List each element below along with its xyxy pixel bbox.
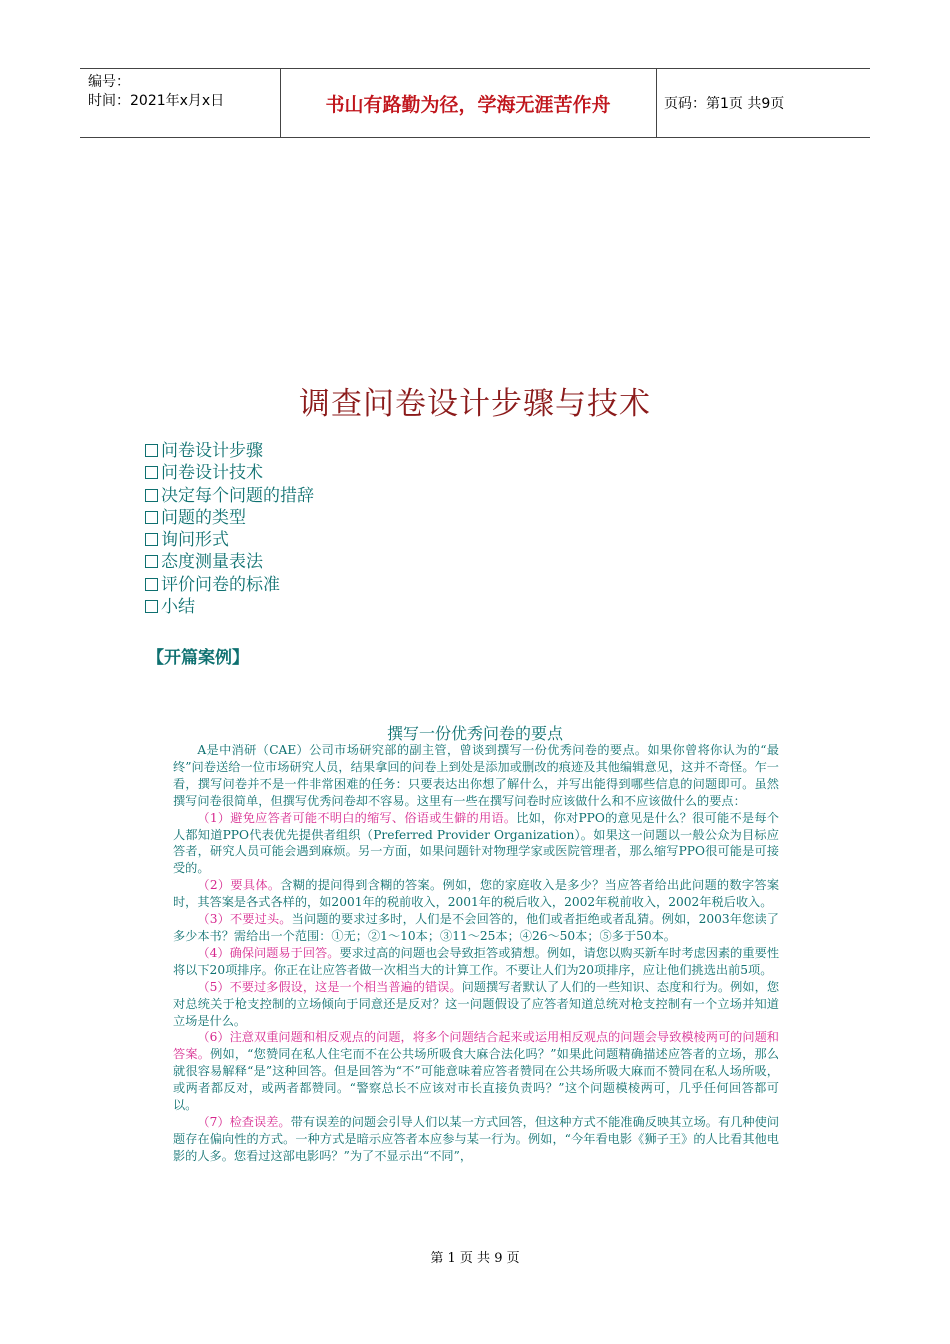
article-point xyxy=(173,911,779,945)
article-intro: A是中消研（CAE）公司市场研究部的副主管，曾谈到撰写一份优秀问卷的要点。如果你曾将你认为的“最终”问卷送给一位市场研究人员，结果拿回的问卷上到处是添加或删改的痕迹及其他编辑意见，这并不奇怪。乍一看，撰写问卷并不是一件非常困难的任务：只要表达出你想了解什么，并写出能得到哪些信息的问题即可。虽然撰写问卷很简单，但撰写优秀问卷却不容易。这里有一些在撰写问卷时应该做什么和不应该做什么的要点： xyxy=(173,743,779,808)
checkbox-icon xyxy=(145,489,158,502)
checkbox-icon xyxy=(145,444,158,457)
toc-item xyxy=(145,596,314,618)
point-head-text: 避免应答者可能不明白的缩写、俗语或生僻的用语。 xyxy=(230,810,517,825)
header-info xyxy=(88,73,224,111)
toc-item-label: 问卷设计步骤 xyxy=(161,441,263,461)
toc-item-label: 态度测量表法 xyxy=(161,552,263,573)
point-heading xyxy=(197,946,339,960)
toc-item-label: 询问形式 xyxy=(161,530,229,551)
point-text: 含糊的提问得到含糊的答案。例如，您的家庭收入是多少？当应答者给出此问题的数字答案时，其答案是各式各样的，如2001年的税前收入，2001年的税后收入，2002年税前收入，2002年税后收入。 xyxy=(173,878,780,910)
number-label: 编号： xyxy=(88,74,130,90)
header-divider xyxy=(656,69,657,137)
checkbox-icon xyxy=(145,466,158,479)
checkbox-icon xyxy=(145,578,158,591)
point-text: 当问题的要求过多时，人们是不会回答的，他们或者拒绝或者乱猜。例如，2003年您读了多少本书？需给出一个范围：①无；②1～10本；③11～25本；④26～50本；⑤多于50本。 xyxy=(173,912,779,943)
point-head-text: 确保问题易于回答。 xyxy=(229,945,340,960)
article-body xyxy=(173,742,779,1165)
point-head-text: 不要过多假设，这是一个相当普遍的错误。 xyxy=(229,979,462,994)
point-number: （7） xyxy=(197,1114,230,1129)
time-label: 时间：2021年x月x日 xyxy=(88,93,225,109)
article-point xyxy=(173,810,779,878)
header-divider xyxy=(280,69,281,137)
article-point xyxy=(173,979,779,1030)
point-heading xyxy=(197,912,291,926)
point-head-text: 检查误差。 xyxy=(229,1114,291,1129)
point-head-text: 要具体。 xyxy=(230,878,281,893)
point-text: 比如，你对PPO的意见是什么？很可能不是每个人都知道PPO代表优先提供者组织（Preferred Provider Organization）。如果这一问题以一般公众为目标应答者，研究人员可能会遇到麻烦。另一方面，如果问题针对物理学家或医院管理者，那么缩写PPO很可能是可接受的。 xyxy=(173,810,779,876)
point-text: 问题撰写者默认了人们的一些知识、态度和行为。例如，您对总统关于枪支控制的立场倾向于同意还是反对？这一问题假设了应答者知道总统对枪支控制有一个立场并知道立场是什么。 xyxy=(173,979,780,1028)
point-heading xyxy=(197,1115,290,1129)
toc-item xyxy=(145,485,314,507)
toc-item-label: 决定每个问题的措辞 xyxy=(161,485,314,506)
header-page-code: 页码：第1页 共9页 xyxy=(664,96,785,112)
toc-item xyxy=(145,462,314,484)
point-number: （1） xyxy=(197,810,231,825)
page-footer: 第 1 页 共 9 页 xyxy=(430,1251,520,1266)
document-header xyxy=(80,68,870,138)
point-number: （4） xyxy=(197,945,230,960)
header-motto: 书山有路勤为径，学海无涯苦作舟 xyxy=(325,93,611,116)
checkbox-icon xyxy=(145,555,158,568)
point-heading xyxy=(197,980,461,994)
article-title: 撰写一份优秀问卷的要点 xyxy=(386,724,563,743)
toc-item xyxy=(145,529,314,551)
article-point xyxy=(173,1029,779,1114)
point-text: 例如，“您赞同在私人住宅而不在公共场所吸食大麻合法化吗？”如果此问题精确描述应答者的立场，那么就很容易解释“是”这种回答。但是回答为“不”可能意味着应答者赞同在公共场所吸大麻而不赞同在私人场所吸，或两者都反对，或两者都赞同。“警察总长不应该对市长直接负责吗？”这个问题模棱两可，几乎任何回答都可以。 xyxy=(173,1047,780,1113)
point-text: 要求过高的问题也会导致拒答或猜想。例如，请您以购买新车时考虑因素的重要性将以下20项排序。你正在让应答者做一次相当大的计算工作。不要让人们为20项排序，应让他们挑选出前5项。 xyxy=(173,945,780,977)
checkbox-icon xyxy=(145,600,158,613)
toc-item-label: 问卷设计技术 xyxy=(161,463,263,484)
toc-item-label: 评价问卷的标准 xyxy=(161,574,280,595)
point-heading xyxy=(197,811,516,825)
case-label: 【开篇案例】 xyxy=(147,648,249,668)
point-head-text: 注意双重问题和相反观点的问题，将多个问题结合起来或运用相反观点的问题会导致模棱两可的问题和答案。 xyxy=(173,1030,779,1062)
toc-item xyxy=(145,574,314,596)
article-point xyxy=(173,945,779,979)
toc-item xyxy=(145,507,314,529)
article-point xyxy=(173,1114,779,1165)
toc-item xyxy=(145,440,314,462)
point-head-text: 不要过头。 xyxy=(229,912,292,927)
toc-item xyxy=(145,551,314,573)
point-heading xyxy=(197,878,280,892)
toc-item-label: 小结 xyxy=(161,597,195,618)
point-number: （2） xyxy=(197,878,231,893)
main-title: 调查问卷设计步骤与技术 xyxy=(299,386,651,422)
checkbox-icon xyxy=(145,511,158,524)
article-point xyxy=(173,877,779,911)
point-number: （5） xyxy=(197,979,230,994)
toc-item-label: 问题的类型 xyxy=(161,507,246,528)
point-number: （6） xyxy=(197,1030,230,1045)
table-of-contents xyxy=(145,440,314,618)
point-number: （3） xyxy=(197,912,230,927)
point-text: 带有误差的问题会引导人们以某一方式回答，但这种方式不能准确反映其立场。有几种使问题存在偏向性的方式。一种方式是暗示应答者本应参与某一行为。例如，“今年看电影《狮子王》的人比看其他电影的人多。您看过这部电影吗？”为了不显示出“不同”， xyxy=(173,1114,780,1163)
checkbox-icon xyxy=(145,533,158,546)
